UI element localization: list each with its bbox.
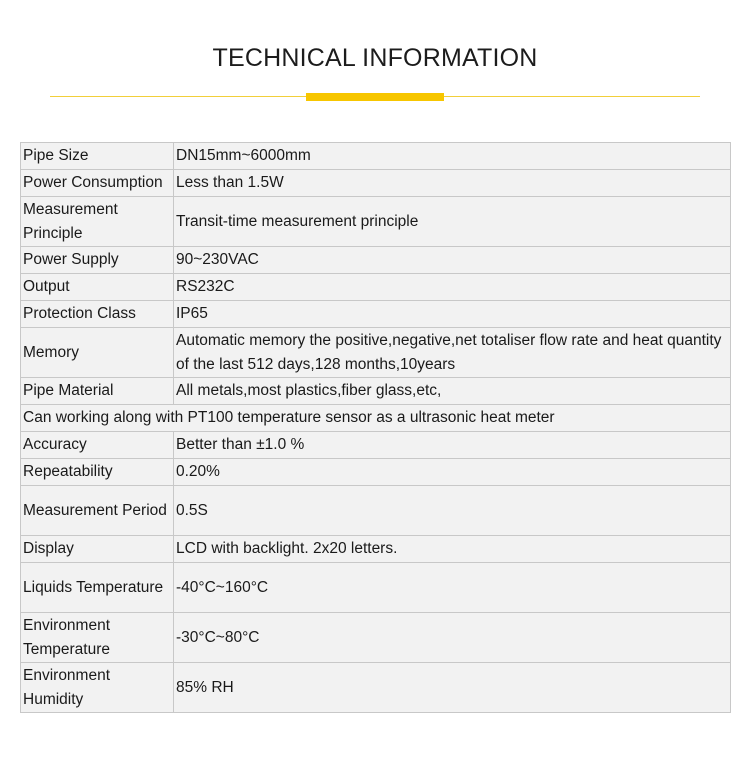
spec-label: Protection Class xyxy=(21,301,174,328)
spec-value: IP65 xyxy=(174,301,731,328)
spec-value: 0.5S xyxy=(174,486,731,536)
spec-row-measurement-period xyxy=(21,486,731,536)
spec-value: 0.20% xyxy=(174,459,731,486)
spec-label: Repeatability xyxy=(21,459,174,486)
spec-label: Accuracy xyxy=(21,432,174,459)
spec-value: All metals,most plastics,fiber glass,etc, xyxy=(174,378,731,405)
spec-label: Measurement Period xyxy=(21,486,174,536)
spec-value: DN15mm~6000mm xyxy=(174,143,731,170)
spec-row-power-consumption xyxy=(21,170,731,197)
spec-value: LCD with backlight. 2x20 letters. xyxy=(174,536,731,563)
spec-value: Better than ±1.0 % xyxy=(174,432,731,459)
spec-row-protection-class xyxy=(21,301,731,328)
spec-label: Power Supply xyxy=(21,247,174,274)
spec-label: Environment Temperature xyxy=(21,613,174,663)
spec-row-repeatability xyxy=(21,459,731,486)
spec-value: RS232C xyxy=(174,274,731,301)
spec-value: 85% RH xyxy=(174,663,731,713)
spec-label: Pipe Material xyxy=(21,378,174,405)
spec-label: Memory xyxy=(21,328,174,378)
spec-label: Environment Humidity xyxy=(21,663,174,713)
spec-value: -30°C~80°C xyxy=(174,613,731,663)
spec-value: Less than 1.5W xyxy=(174,170,731,197)
spec-label: Measurement Principle xyxy=(21,197,174,247)
spec-row-measurement-principle xyxy=(21,197,731,247)
spec-row-environment-temperature xyxy=(21,613,731,663)
spec-row-pipe-size xyxy=(21,143,731,170)
spec-value: -40°C~160°C xyxy=(174,563,731,613)
spec-value: Transit-time measurement principle xyxy=(174,197,731,247)
spec-row-pt100-note xyxy=(21,405,731,432)
spec-row-output xyxy=(21,274,731,301)
spec-row-pipe-material xyxy=(21,378,731,405)
spec-label: Output xyxy=(21,274,174,301)
spec-label: Pipe Size xyxy=(21,143,174,170)
spec-label: Power Consumption xyxy=(21,170,174,197)
spec-row-power-supply xyxy=(21,247,731,274)
title-accent-bar xyxy=(306,93,444,101)
section-title: TECHNICAL INFORMATION xyxy=(212,44,538,72)
spec-label: Display xyxy=(21,536,174,563)
spec-value: 90~230VAC xyxy=(174,247,731,274)
spec-label: Liquids Temperature xyxy=(21,563,174,613)
spec-note: Can working along with PT100 temperature sensor as a ultrasonic heat meter xyxy=(21,405,731,432)
spec-value: Automatic memory the positive,negative,net totaliser flow rate and heat quantity of the last 512 days,128 months,10years xyxy=(174,328,731,378)
spec-row-accuracy xyxy=(21,432,731,459)
spec-row-display xyxy=(21,536,731,563)
specifications-table xyxy=(20,142,731,713)
spec-row-liquids-temperature xyxy=(21,563,731,613)
spec-row-environment-humidity xyxy=(21,663,731,713)
spec-row-memory xyxy=(21,328,731,378)
